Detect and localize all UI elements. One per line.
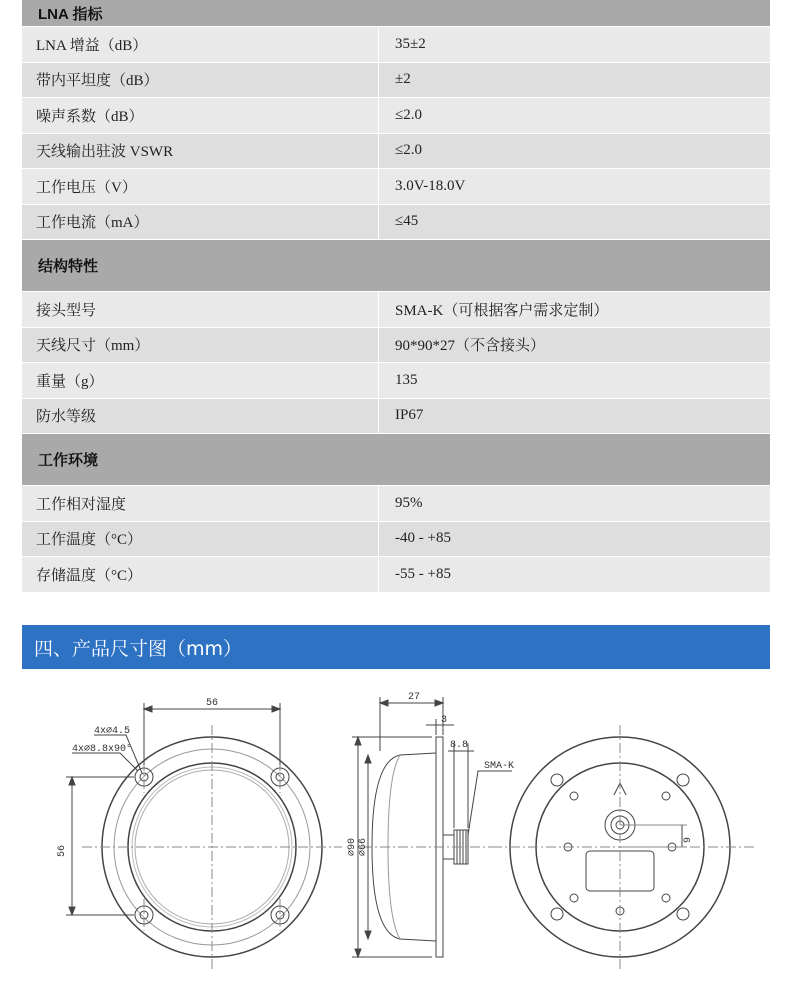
row-value: IP67 <box>395 407 424 424</box>
dimension-drawing <box>22 685 770 975</box>
row-value: SMA-K（可根据客户需求定制） <box>395 302 609 319</box>
row-value: -55 - +85 <box>395 565 451 582</box>
row-label: 存储温度（°C） <box>22 557 379 592</box>
dim-depth-label: 27 <box>408 692 421 703</box>
hole-note-2: 4x⌀8.8x90° <box>72 744 133 755</box>
side-view <box>352 697 515 957</box>
row-value: 90*90*27（不含接头） <box>395 338 546 355</box>
row-label: 接头型号 <box>22 292 379 327</box>
inner-diameter-label: ⌀66 <box>358 837 369 857</box>
row-value: 135 <box>395 371 418 388</box>
row-label: 天线尺寸（mm） <box>22 328 379 363</box>
row-label: 天线输出驻波 VSWR <box>22 134 379 169</box>
hole-note-1: 4x⌀4.5 <box>94 726 131 737</box>
section-header-lna <box>22 0 770 27</box>
row-value: 3.0V-18.0V <box>395 177 466 194</box>
section-title: 结构特性 <box>38 258 99 275</box>
dim-flange-label: 3 <box>441 715 448 726</box>
dim-connector-label: 8.8 <box>450 740 469 751</box>
dim-width-label: 56 <box>206 698 219 709</box>
table-row <box>22 205 770 241</box>
row-value: ≤45 <box>395 213 419 230</box>
connector-label: SMA-K <box>484 761 515 772</box>
table-row <box>22 27 770 63</box>
row-value: ≤2.0 <box>395 142 422 159</box>
row-value: 95% <box>395 494 423 511</box>
table-row <box>22 486 770 522</box>
table-row <box>22 363 770 399</box>
table-row <box>22 169 770 205</box>
section-header-structure <box>22 240 770 292</box>
row-label: 工作温度（°C） <box>22 522 379 557</box>
outer-diameter-label: ⌀90 <box>347 837 358 857</box>
table-row <box>22 557 770 593</box>
table-row <box>22 292 770 328</box>
dimension-banner <box>22 625 770 669</box>
section-rows-environment <box>22 486 770 593</box>
row-label: 工作电压（V） <box>22 169 379 204</box>
section-title: LNA 指标 <box>38 5 103 23</box>
offset-label: 9 <box>683 836 694 844</box>
section-rows-structure <box>22 292 770 434</box>
table-row <box>22 399 770 435</box>
row-value: ≤2.0 <box>395 106 422 123</box>
section-title: 工作环境 <box>38 452 99 469</box>
row-value: 35±2 <box>395 35 426 52</box>
row-label: 工作相对湿度 <box>22 486 379 521</box>
table-row <box>22 328 770 364</box>
table-row <box>22 522 770 558</box>
section-header-environment <box>22 434 770 486</box>
back-view <box>492 725 757 970</box>
spec-table <box>22 0 770 593</box>
row-label: 防水等级 <box>22 399 379 434</box>
row-label: 重量（g） <box>22 363 379 398</box>
row-label: 工作电流（mA） <box>22 205 379 240</box>
row-label: LNA 增益（dB） <box>22 27 379 62</box>
section-rows-lna <box>22 27 770 240</box>
row-value: -40 - +85 <box>395 530 451 547</box>
dim-height-label: 56 <box>57 844 68 858</box>
table-row <box>22 98 770 134</box>
banner-title: 四、产品尺寸图（mm） <box>34 637 243 660</box>
table-row <box>22 134 770 170</box>
table-row <box>22 63 770 99</box>
row-value: ±2 <box>395 71 411 88</box>
row-label: 带内平坦度（dB） <box>22 63 379 98</box>
row-label: 噪声系数（dB） <box>22 98 379 133</box>
